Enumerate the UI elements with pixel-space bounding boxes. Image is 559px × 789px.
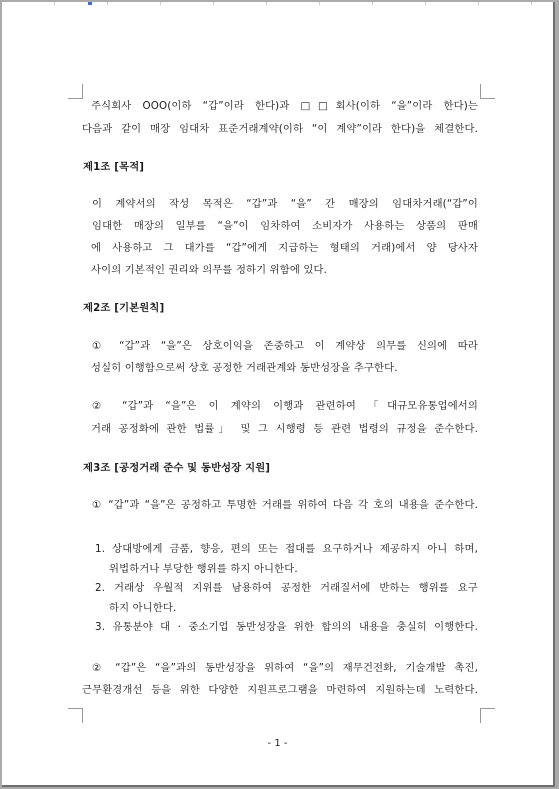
article-3-item-2-cont: 하지 아니한다.	[109, 602, 177, 614]
article-3-p1: ① “갑”과 “을”은 공정하고 투명한 거래를 위하여 다음 각 호의 내용을 준수한다.	[92, 499, 478, 511]
article-2-p1-line-1: ① “갑”과 “을”은 상호이익을 존중하고 이 계약상 의무를 신의에 따라	[92, 340, 478, 352]
article-1-line-3: 에 사용하고 그 대가를 “갑”에게 지급하는 형태의 거래)에서 양 당사자	[91, 242, 478, 254]
margin-corner-top-right	[480, 84, 495, 99]
article-3-item-2: 2. 거래상 우월적 지위를 남용하여 공정한 거래질서에 반하는 행위를 요구	[95, 582, 478, 594]
document-page	[2, 2, 555, 787]
article-3-heading: 제3조 [공정거래 준수 및 동반성장 지원]	[83, 462, 271, 474]
intro-line-1: 주식회사 OOO(이하 “갑”이라 한다)과 □□회사(이하 “을”이라 한다)는	[91, 100, 478, 112]
article-3-item-1-cont: 위법하거나 부당한 행위를 하지 아니한다.	[109, 563, 298, 575]
article-1-line-2: 임대한 매장의 일부를 “을”이 임차하여 소비자가 사용하는 상품의 판매	[92, 220, 478, 232]
article-3-item-1: 1. 상대방에게 금품, 향응, 편의 또는 접대를 요구하거나 제공하지 아니 하며,	[95, 543, 478, 555]
margin-corner-top-left	[68, 84, 83, 99]
margin-corner-bottom-left	[68, 708, 83, 723]
margin-corner-bottom-right	[480, 708, 495, 723]
article-3-p2-line-1: ② “갑”은 “을”과의 동반성장을 위하여 “을”의 재무건전화, 기술개발 촉진,	[92, 662, 478, 674]
article-1-line-1: 이 계약서의 작성 목적은 “갑”과 “을” 간 매장의 임대차거래(“갑”이	[92, 198, 478, 210]
article-3-p2-line-2: 근무환경개선 등을 위한 다양한 지원프로그램을 마련하여 지원하는데 노력한다.	[82, 684, 478, 696]
page-number: - 1 -	[267, 738, 288, 749]
ruler-strip	[2, 2, 553, 5]
intro-line-2: 다음과 같이 매장 임대차 표준거래계약(이하 “이 계약”이라 한다)을 체결한다.	[82, 123, 478, 135]
ruler-marker	[88, 2, 92, 5]
article-2-heading: 제2조 [기본원칙]	[83, 302, 165, 314]
article-2-p1-line-2: 성실히 이행함으로써 상호 공정한 거래관계와 동반성장을 추구한다.	[91, 362, 398, 374]
article-1-heading: 제1조 [목적]	[83, 161, 145, 173]
article-3-item-3: 3. 유통분야 대 · 중소기업 동반성장을 위한 합의의 내용을 충실히 이행한다.	[95, 621, 478, 633]
article-2-p2-line-1: ② “갑”과 “을”은 이 계약의 이행과 관련하여 「대규모유통업에서의	[92, 400, 478, 412]
article-2-p2-line-2: 거래 공정화에 관한 법률」 및 그 시행령 등 관련 법령의 규정을 준수한다.	[91, 423, 478, 435]
article-1-line-4: 사이의 기본적인 권리와 의무를 정하기 위함에 있다.	[91, 264, 327, 276]
